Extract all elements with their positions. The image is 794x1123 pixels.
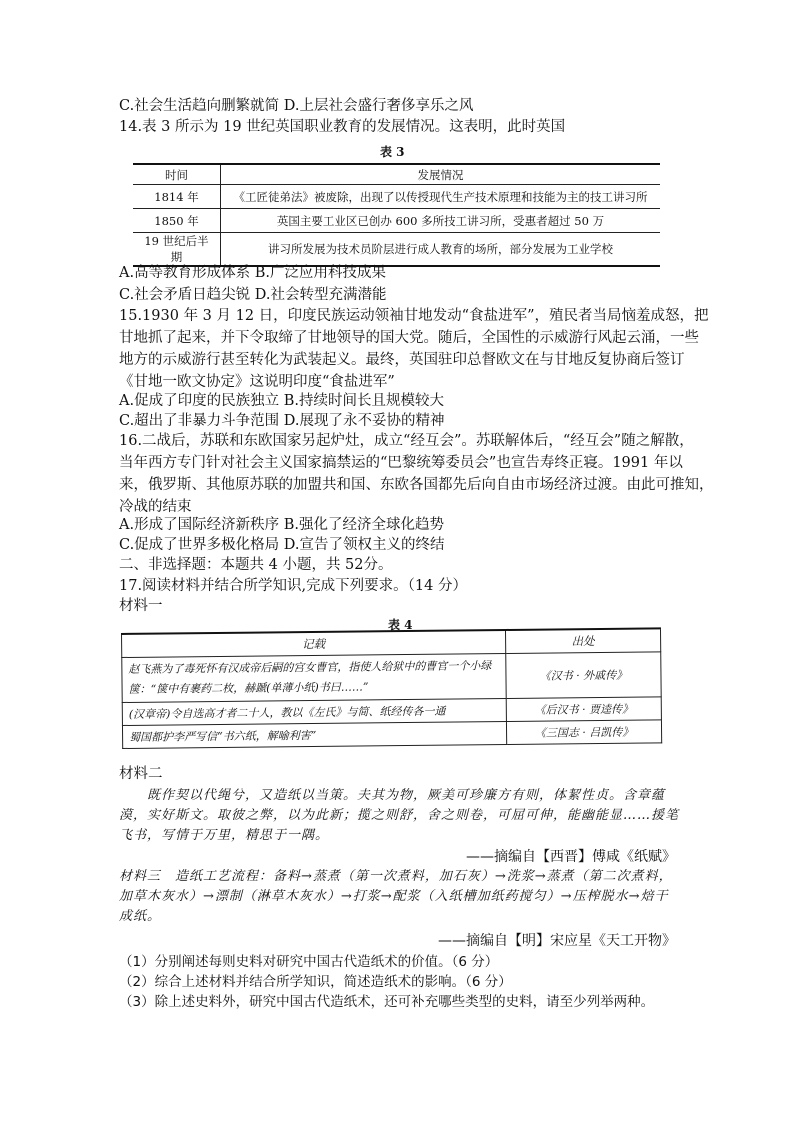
- material2-text: 既作契以代绳兮，又造纸以当策。夫其为物，厥美可珍廉方有则，体絜性贞。含章蕴漠，实好斯文。取彼之弊，以为此新；揽之则舒，舍之则卷，可屈可伸，能幽能显……援笔飞书，写情于万里，精思于一隅。: [119, 788, 680, 843]
- q17-stem: 17.阅读材料并结合所学知识,完成下列要求。（14 分）: [119, 578, 467, 594]
- table3-caption: 表 3: [380, 145, 405, 159]
- table-cell: (汉章帝)令自选高才者二十人，教以《左氏》与简、纸经传各一通: [122, 698, 506, 725]
- material3-text: 材料三 造纸工艺流程：备料→蒸煮（第一次煮料，加石灰）→洗浆→蒸煮（第二次煮料，加草木灰水）→漂制（淋草木灰水）→打浆→配浆（入纸槽加纸药搅匀）→压榨脱水→焙干成纸。: [119, 869, 673, 924]
- table-cell: 英国主要工业区已创办 600 多所技工讲习所，受惠者超过 50 万: [221, 209, 661, 233]
- material2-label: 材料二: [119, 766, 163, 782]
- requirement-item: （2）综合上述材料并结合所学知识，简述造纸术的影响。（6 分）: [119, 974, 512, 990]
- table-cell: 《后汉书 · 贾逵传》: [506, 697, 661, 722]
- q16-line: 冷战的结束: [119, 499, 192, 515]
- table-row: [122, 720, 661, 749]
- table-header: 时间: [133, 164, 221, 185]
- q16-option-line: A.形成了国际经济新秩序 B.强化了经济全球化趋势: [119, 517, 444, 533]
- q15-line: 15.1930 年 3 月 12 日，印度民族运动领袖甘地发动“食盐进军”，殖民者当局恼羞成怒，把: [119, 308, 709, 324]
- table-cell: 《三国志 · 吕凯传》: [506, 720, 661, 745]
- table-header-row: [133, 164, 660, 185]
- material2-source: ——摘编自【西晋】傅咸《纸赋》: [466, 849, 676, 865]
- table-cell: 1850 年: [133, 209, 221, 233]
- material3-source: ——摘编自【明】宋应星《天工开物》: [438, 933, 676, 949]
- table-4: [121, 627, 662, 749]
- requirement-item: （1）分别阐述每则史料对研究中国古代造纸术的价值。（6 分）: [119, 954, 499, 970]
- table-cell: 《汉书 · 外戚传》: [506, 652, 661, 699]
- q14-option-line: A.高等教育形成体系 B.广泛应用科技成果: [119, 265, 386, 281]
- table-cell: 赵飞燕为了毒死怀有汉成帝后嗣的宫女曹官，指使人给狱中的曹官一个小绿箧：“箧中有裹药二枚，赫蹏(单薄小纸)书曰……”: [122, 653, 506, 702]
- q16-option-line: C.促成了世界多极化格局 D.宣告了领权主义的终结: [119, 537, 445, 553]
- table-cell: 《工匠徒弟法》被废除，出现了以传授现代生产技术原理和技能为主的技工讲习所: [221, 185, 661, 209]
- q16-line: 16.二战后，苏联和东欧国家另起炉灶，成立“经互会”。苏联解体后，“经互会”随之解散，: [119, 433, 694, 449]
- q14-stem: 14.表 3 所示为 19 世纪英国职业教育的发展情况。这表明，此时英国: [119, 119, 566, 135]
- table-header: 出处: [505, 628, 660, 653]
- requirement-item: （3）除上述史料外，研究中国古代造纸术，还可补充哪些类型的史料，请至少列举两种。: [119, 994, 655, 1010]
- q15-option-line: C.超出了非暴力斗争范围 D.展现了永不妥协的精神: [119, 413, 445, 429]
- q15-line: 甘地抓了起来，并下令取缔了甘地领导的国大党。随后，全国性的示威游行风起云涌，一些: [119, 330, 699, 346]
- table4-caption: 表 4: [388, 618, 413, 632]
- q14-option-line: C.社会矛盾日趋尖锐 D.社会转型充满潜能: [119, 287, 387, 303]
- table-header: 发展情况: [221, 164, 661, 185]
- table-cell: 1814 年: [133, 185, 221, 209]
- q15-option-line: A.促成了印度的民族独立 B.持续时间长且规模较大: [119, 393, 444, 409]
- table-cell: 讲习所发展为技术员阶层进行成人教育的场所，部分发展为工业学校: [221, 233, 661, 267]
- q15-line: 地方的示威游行甚至转化为武装起义。最终，英国驻印总督欧文在与甘地反复协商后签订: [119, 352, 685, 368]
- table-row: [133, 233, 660, 267]
- table-3: [133, 163, 660, 267]
- section-heading: 二、非选择题：本题共 4 小题，共 52分。: [119, 557, 393, 573]
- q16-line: 来，俄罗斯、其他原苏联的加盟共和国、东欧各国都先后向自由市场经济过渡。由此可推知，: [119, 477, 714, 493]
- q15-line: 《甘地一欧文协定》这说明印度“食盐进军”: [119, 374, 395, 390]
- table-cell: 19 世纪后半期: [133, 233, 221, 267]
- table-row: [133, 185, 660, 209]
- table-cell: 蜀国都护李严写信“书六纸，解喻利害”: [122, 721, 506, 748]
- material1-label: 材料一: [119, 598, 163, 614]
- table-row: [122, 652, 661, 703]
- table-row: [133, 209, 660, 233]
- q13-options: C.社会生活趋向删繁就简 D.上层社会盛行奢侈享乐之风: [119, 98, 474, 114]
- q16-line: 当年西方专门针对社会主义国家搞禁运的“巴黎统筹委员会”也宣告寿终正寝。1991 年以: [119, 455, 683, 471]
- table-header: 记载: [122, 630, 506, 658]
